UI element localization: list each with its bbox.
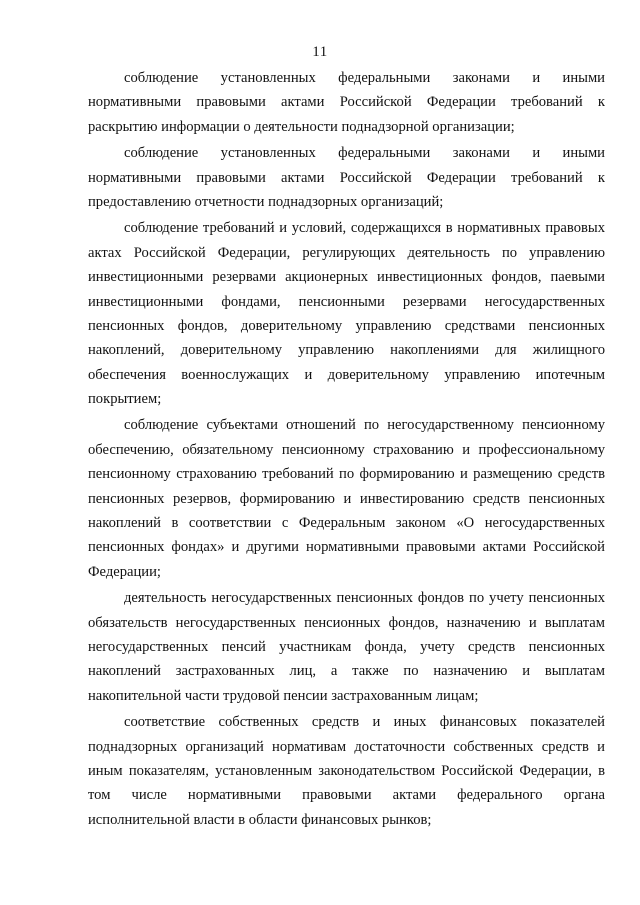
paragraph-line: покрытием;: [88, 391, 162, 408]
paragraph-disclosure-requirements: [88, 66, 605, 139]
page-number: 11: [312, 44, 328, 60]
paragraph-line: том числе нормативными правовыми актами федерального органа: [88, 787, 605, 804]
paragraph-line: инвестиционными резервами акционерных инвестиционных фондов, паевыми: [88, 269, 605, 286]
paragraph-line: инвестиционными фондами, пенсионными резервами негосударственных: [88, 293, 605, 310]
paragraph-line: соблюдение установленных федеральными законами и иными: [124, 70, 605, 86]
paragraph-line: предоставлению отчетности поднадзорных организаций;: [88, 193, 444, 210]
paragraph-line: соблюдение требований и условий, содержащихся в нормативных правовых: [124, 220, 605, 237]
paragraph-line: обязательств негосударственных пенсионных фондов, назначению и выплатам: [88, 614, 605, 631]
paragraph-line: накоплений в соответствии с Федеральным законом «О негосударственных: [88, 515, 605, 532]
paragraph-investment-management: [88, 216, 605, 411]
paragraph-line: соблюдение субъектами отношений по негосударственному пенсионному: [124, 417, 605, 434]
paragraph-line: Федерации;: [88, 563, 161, 580]
paragraph-line: деятельность негосударственных пенсионных фондов по учету пенсионных: [124, 590, 605, 607]
paragraph-line: накоплений, доверительному управлению накоплениями для жилищного: [88, 342, 605, 359]
paragraph-capital-adequacy: [88, 710, 605, 832]
paragraph-line: поднадзорных организаций нормативам достаточности собственных средств и: [88, 738, 605, 755]
paragraph-line: обеспечению, обязательному пенсионному страхованию и профессиональному: [88, 441, 605, 458]
paragraph-line: нормативными правовыми актами Российской Федерации требований к: [88, 169, 605, 186]
paragraph-line: раскрытию информации о деятельности поднадзорной организации;: [88, 118, 515, 135]
paragraph-pension-funds-activity: [88, 586, 605, 708]
paragraph-line: накопительной части трудовой пенсии застрахованным лицам;: [88, 687, 479, 704]
paragraph-line: актах Российской Федерации, регулирующих деятельность по управлению: [88, 244, 605, 261]
paragraph-line: исполнительной власти в области финансовых рынков;: [88, 811, 432, 828]
paragraph-line: негосударственных пенсий участникам фонда, учету средств пенсионных: [88, 638, 605, 655]
paragraph-line: пенсионных фондов, доверительному управлению средствами пенсионных: [88, 317, 605, 334]
document-body: [88, 66, 605, 832]
paragraph-reporting-requirements: [88, 141, 605, 214]
paragraph-line: пенсионных фондах» и другими нормативными правовыми актами Российской: [88, 539, 605, 556]
paragraph-line: нормативными правовыми актами Российской Федерации требований к: [88, 94, 605, 111]
paragraph-line: накоплений застрахованных лиц, а также по назначению и выплатам: [88, 663, 605, 680]
paragraph-line: пенсионных резервов, формированию и инвестированию средств пенсионных: [88, 490, 605, 507]
paragraph-pension-insurance: [88, 413, 605, 584]
paragraph-line: соответствие собственных средств и иных финансовых показателей: [124, 714, 605, 731]
paragraph-line: иным показателям, установленным законодательством Российской Федерации, в: [88, 762, 605, 779]
paragraph-line: соблюдение установленных федеральными законами и иными: [124, 145, 605, 162]
paragraph-line: пенсионному страхованию требований по формированию и размещению средств: [88, 466, 605, 483]
paragraph-line: обеспечения военнослужащих и доверительному управлению ипотечным: [88, 366, 605, 383]
